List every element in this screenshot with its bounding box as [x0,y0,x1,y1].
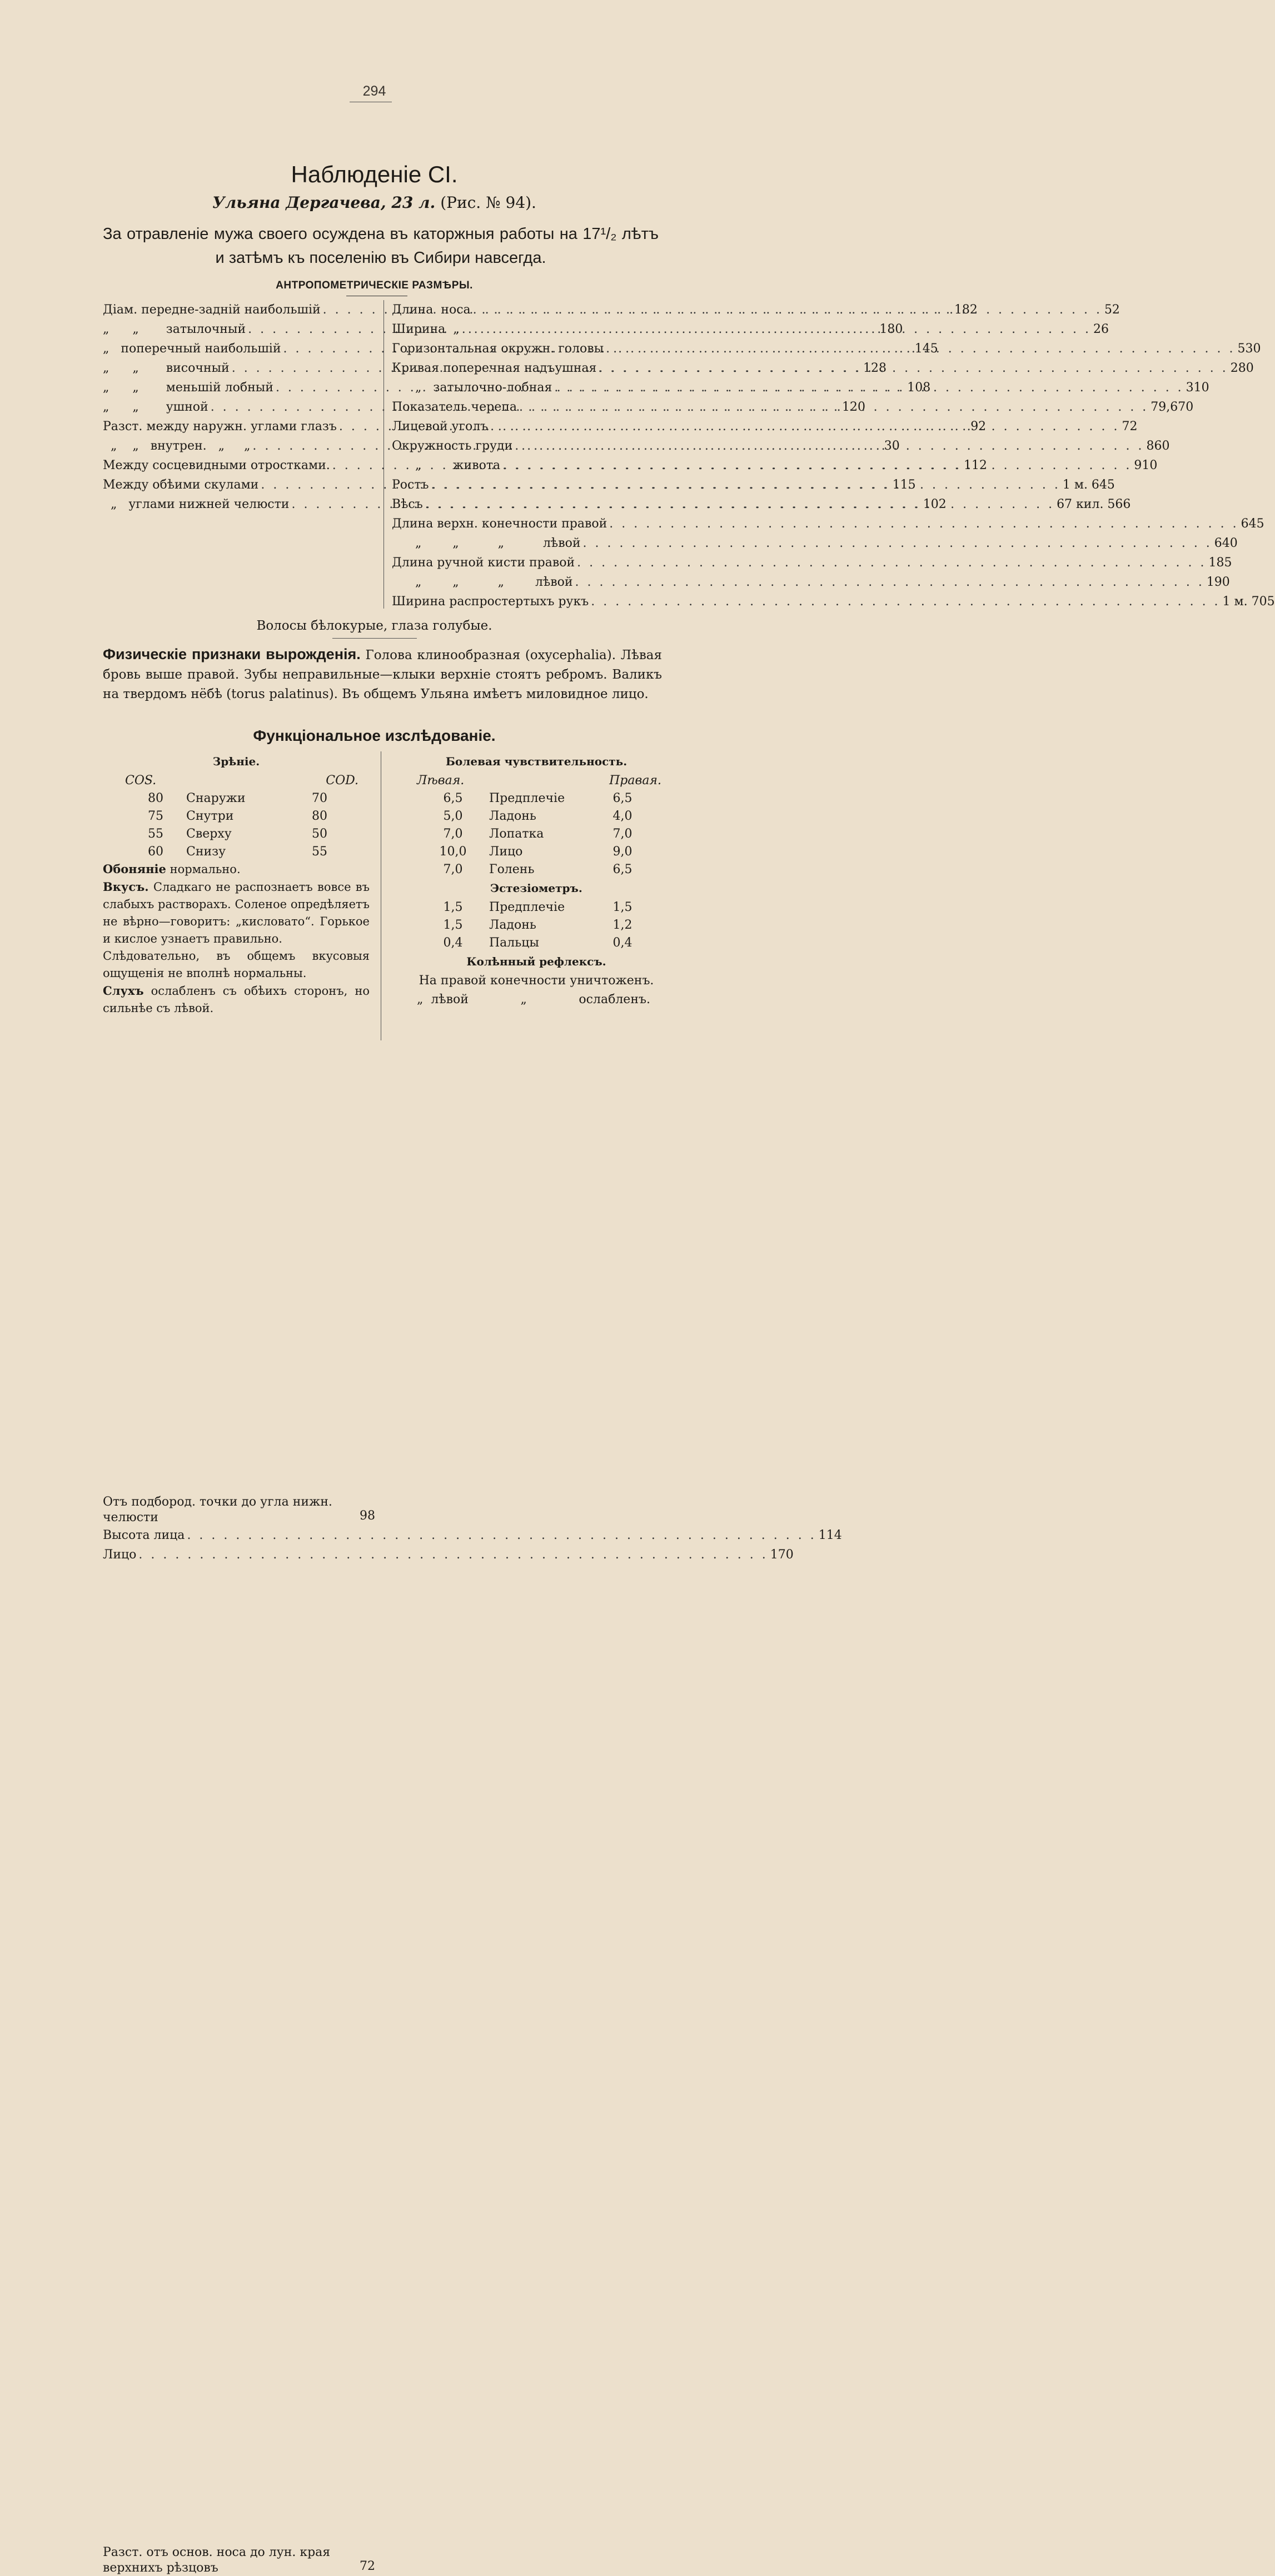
smell-label: Обоняніе [103,862,166,876]
hearing-paragraph [103,982,370,1017]
vision-row [125,843,364,860]
pain-right: 6,5 [612,791,632,805]
esthesio-left: 1,5 [443,918,463,932]
taste-paragraph [103,878,370,948]
functional-title: Функціональное изслѣдованіе. [253,727,496,744]
measurement-value: 98 [360,1509,375,1523]
leader-dots [577,553,1206,572]
measurement-label: Между обѣими скулами [103,478,259,492]
esthesio-row [417,934,661,951]
measurement-value: 112 [964,459,988,472]
measurement-value: 92 [970,420,987,434]
pain-label: Предплечіе [489,791,565,805]
vision-label: Снаружи [186,791,246,805]
measurement-value: 30 [884,439,900,453]
hearing-label: Слухъ [103,984,144,998]
measurement-row [392,553,1232,572]
knee-heading: Колѣнный рефлексъ. [466,955,606,968]
measurement-label: „ „ „ лѣвой [392,575,573,589]
leader-dots [502,456,1132,475]
measurement-label: Длина носа [392,303,471,317]
physical-heading: Физическіе признаки вырожденія. [103,646,361,662]
vision-table [125,771,364,860]
measurement-row [392,592,1275,611]
measurement-value: 182 [954,303,978,317]
measurement-value: 640 [1214,536,1238,550]
measurement-value: 72 [1122,420,1138,434]
measurement-label: Между сосцевидными отростками. [103,459,330,472]
leader-dots [462,320,1091,339]
measurement-value: 645 [1241,517,1264,531]
measurement-value: 72 [360,2559,375,2573]
measurement-value: 115 [892,478,916,492]
measurement-value: 910 [1134,459,1158,472]
measurement-label: Лицевой уголъ [392,420,489,434]
measurement-label: Разст. отъ основ. носа до лун. края верхнихъ рѣзцовъ [103,2545,331,2575]
measurement-value: 185 [1208,556,1232,570]
esthesio-label: Ладонь [489,918,536,932]
pain-right: 6,5 [612,862,632,876]
knee-ditto: „ [520,993,527,1007]
measurement-value: 860 [1146,439,1170,453]
pain-heading: Болевая чувствительность. [445,755,627,768]
measurement-value: 108 [907,381,931,395]
measurement-value: 280 [1230,361,1254,375]
measurement-value: 120 [841,400,865,414]
knee-line-right: На правой конечности уничтоженъ. [419,974,654,988]
measurement-value: 26 [1093,322,1109,336]
subject-name: Ульяна Дергачева, 23 л. [212,193,436,212]
measurement-label: Окружность груди [392,439,513,453]
leader-dots [138,1545,768,1564]
leader-dots [187,1526,816,1545]
physical-text: Голова клинообразная (oxycephalia). Лѣвая бровь выше правой. Зубы неправильные—клыки верхніе стоятъ ребромъ. Валикъ на твердомъ нёбѣ (torus palatinus). Въ общемъ Ульяна имѣетъ миловидное лицо. [103,648,663,701]
vision-cod: 80 [312,809,327,823]
measurement-value: 530 [1237,342,1261,356]
pain-label: Лопатка [489,826,544,841]
measurement-label: Горизонтальная окружн. головы [392,342,604,356]
measurement-label: Ростъ [392,478,429,492]
measurement-label: Высота лица [103,1528,185,1542]
measurement-label: „ поперечный наибольшій [103,342,281,356]
measurement-label: „ „ височный [103,361,230,375]
pain-left: 6,5 [443,791,463,805]
hearing-text: ослабленъ съ обѣихъ сторонъ, но сильнѣе съ лѣвой. [103,984,370,1015]
esthesio-right: 0,4 [612,935,632,950]
pain-row [417,825,661,843]
knee-left-limb: „ лѣвой [417,993,469,1007]
leader-dots [473,300,1102,320]
pain-left-header: Лѣвая. [417,773,465,788]
esthesio-row [417,898,661,916]
vision-heading: Зрѣніе. [212,755,260,768]
leader-dots [519,397,1148,417]
measurement-value: 190 [1206,575,1230,589]
smell-line [103,860,370,878]
pain-left: 10,0 [439,844,467,859]
measurement-value: 67 кил. 566 [1057,497,1131,511]
esthesio-heading: Эстезіометръ. [490,881,582,895]
measurement-value: 310 [1186,381,1209,395]
esthesio-right: 1,2 [612,918,632,932]
taste-text: Сладкаго не распознаетъ вовсе въ слабыхъ растворахъ. Соленое опредѣляетъ не вѣрно—говоритъ: „кисловато“. Горькое и кислое узнаетъ правильно. [103,880,370,945]
functional-right [406,751,667,1009]
measurement-label: Ширина „ [392,322,460,336]
esthesio-table [417,898,661,951]
measurement-label: „ „ ушной [103,400,208,414]
measurement-label: Показатель черепа [392,400,517,414]
measurement-row [103,1564,375,2576]
measurement-value: 79,670 [1151,400,1194,414]
cos-header: COS. [125,773,157,788]
anthropometric-header: АНТРОПОМЕТРИЧЕСКІЕ РАЗМѢРЫ. [276,280,473,291]
vision-cod: 50 [312,826,327,841]
figure-ref: (Рис. № 94). [440,193,536,212]
measurement-label: Діам. передне-задній наибольшій [103,303,321,317]
vision-cod: 70 [312,791,327,805]
taste-summary: Слѣдовательно, въ общемъ вкусовыя ощущенія не вполнѣ нормальны. [103,949,370,980]
pain-right: 4,0 [612,809,632,823]
vision-cos: 80 [148,791,163,805]
measurement-label: Длина верхн. конечности правой [392,517,607,531]
esthesio-right: 1,5 [612,900,632,914]
leader-dots [431,475,1060,495]
measurement-label: „ „ „ лѣвой [392,536,581,550]
measurement-label: Вѣсъ [392,497,423,511]
note-rule [332,638,417,639]
pain-right: 9,0 [612,844,632,859]
measurement-label: „ углами нижней челюсти [103,497,290,511]
measurement-value: 1 м. 645 [1062,478,1115,492]
leader-dots [599,358,1228,378]
smell-text: нормально. [170,863,241,876]
pain-label: Голень [489,862,535,876]
measurement-label: Лицо [103,1548,137,1562]
vision-label: Сверху [186,826,232,841]
vision-label: Снизу [186,844,226,859]
measurement-label: „ „ внутрен. „ „ [103,439,251,453]
measurement-label: „ затылочно-лобная [392,381,552,395]
esthesio-label: Пальцы [489,935,539,950]
leader-dots [606,339,1235,358]
vision-row [125,807,364,825]
measurement-value: 170 [770,1548,794,1562]
measurement-label: Кривая поперечная надъушная [392,361,597,375]
leader-dots [575,572,1204,592]
subject-line [0,193,749,212]
measurement-label: „ „ затылочный [103,322,246,336]
pain-left: 5,0 [443,809,463,823]
esthesio-left: 0,4 [443,935,463,950]
measurement-label: Ширина распростертыхъ рукъ [392,595,589,609]
pain-table [417,771,661,878]
leader-dots [515,436,1144,456]
functional-left [103,751,370,1017]
pain-row [417,789,661,807]
measurement-value: 128 [863,361,886,375]
knee-left-result: ослабленъ. [579,993,650,1007]
measurement-row [392,572,1230,592]
vision-row [125,789,364,807]
measurement-value: 145 [914,342,938,356]
leader-dots [591,592,1220,611]
measurement-value: 180 [879,322,903,336]
taste-label: Вкусъ. [103,880,149,894]
measurement-row [103,1545,794,1564]
pain-row [417,807,661,825]
cod-header: COD. [326,773,358,788]
knee-line-left [406,990,667,1009]
pain-left: 7,0 [443,826,463,841]
pain-right-header: Правая. [609,773,661,788]
esthesio-label: Предплечіе [489,900,565,914]
page-number: 294 [362,83,386,99]
vision-label: Снутри [186,809,234,823]
pain-left: 7,0 [443,862,463,876]
measurement-label: Отъ подбород. точки до угла нижн. челюсти [103,1495,332,1524]
measurement-label: „ „ меньшій лобный [103,381,273,395]
pain-row [417,843,661,860]
measurement-value: 52 [1104,303,1120,317]
esthesio-left: 1,5 [443,900,463,914]
measurement-row [392,534,1238,553]
page-title: Наблюденіе CI. [291,161,458,187]
measurement-label: „ живота [392,459,501,472]
pain-right: 7,0 [612,826,632,841]
physical-signs [103,645,662,704]
pain-label: Ладонь [489,809,536,823]
vision-cos: 55 [148,826,163,841]
esthesio-row [417,916,661,934]
leader-dots [425,495,1054,514]
vision-cos: 60 [148,844,163,859]
pain-label: Лицо [489,844,523,859]
leader-dots [609,514,1238,534]
pain-row [417,860,661,878]
measurement-value: 1 м. 705 [1222,595,1275,609]
vision-row [125,825,364,843]
leader-dots [554,378,1183,397]
measurement-row [103,1526,842,1545]
measurement-value: 102 [923,497,947,511]
measurement-label: Длина ручной кисти правой [392,556,575,570]
leader-dots [583,534,1212,553]
hair-eyes-note: Волосы бѣлокурые, глаза голубые. [256,619,492,633]
vision-cod: 55 [312,844,327,859]
measurement-value: 114 [818,1528,842,1542]
verdict-text: За отравленіе мужа своего осуждена въ каторжныя работы на 17¹/₂ лѣтъ и затѣмъ къ поселенію въ Сибири навсегда. [103,225,659,267]
vision-cos: 75 [148,809,163,823]
leader-dots [490,417,1119,436]
measurement-label: Разст. между наружн. углами глазъ [103,420,337,434]
measurement-row [392,514,1264,534]
